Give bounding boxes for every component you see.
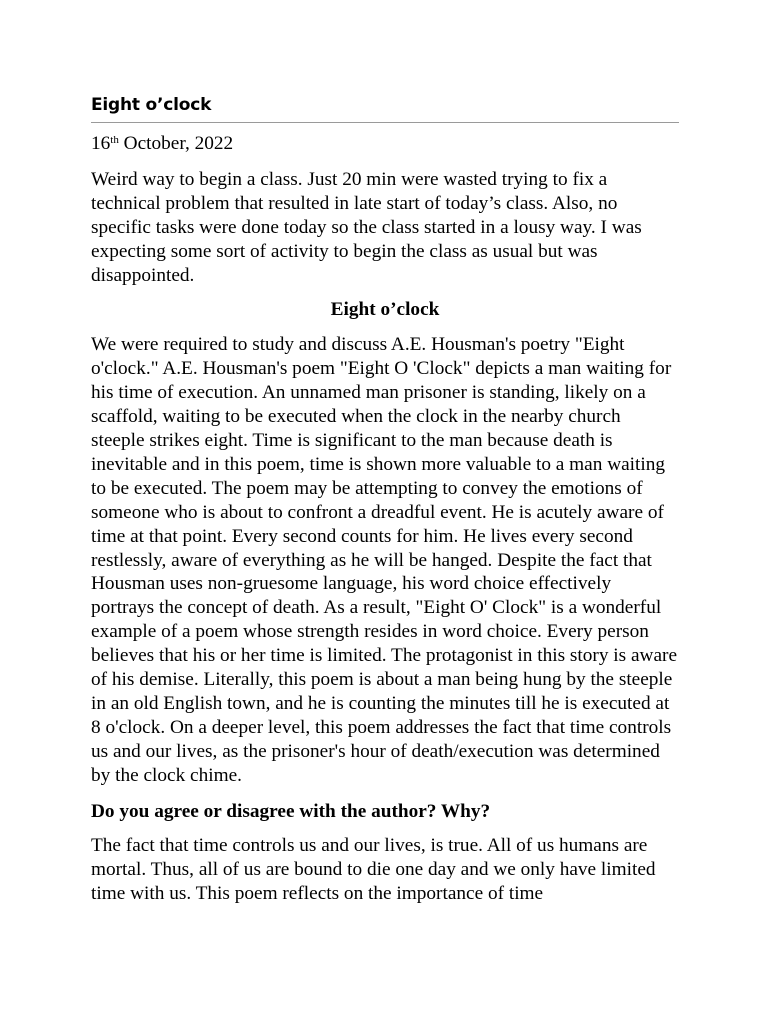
intro-paragraph: Weird way to begin a class. Just 20 min were wasted trying to fix a technical problem that resulted in late start of today’s class. Also, no specific tasks were done today so the class started in a lousy way. I was expecting some sort of activity to begin the class as usual but was disappointed. — [91, 168, 642, 286]
document-page — [91, 92, 679, 906]
question-heading: Do you agree or disagree with the author? Why? — [91, 800, 491, 822]
date-rest: October, 2022 — [118, 133, 234, 154]
body-paragraph: We were required to study and discuss A.E. Housman's poetry "Eight o'clock." A.E. Housman's poem "Eight O 'Clock" depicts a man waiting for his time of execution. An unnamed man prisoner is standing, likely on a scaffold, waiting to be executed when the clock in the nearby church steeple strikes eight. Time is significant to the man because death is inevitable and in this poem, time is shown more valuable to a man waiting to be executed. The poem may be attempting to convey the emotions of someone who is about to confront a dreadful event. He is acutely aware of time at that point. Every second counts for him. He lives every second restlessly, aware of everything as he will be hanged. Despite the fact that Housman uses non-gruesome language, his word choice effectively portrays the concept of death. As a result, "Eight O' Clock" is a wonderful example of a poem whose strength resides in word choice. Every person believes that his or her time is limited. The protagonist in this story is aware of his demise. Literally, this poem is about a man being hung by the steeple in an old English town, and he is counting the minutes till he is executed at 8 o'clock. On a deeper level, this poem addresses the fact that time controls us and our lives, as the prisoner's hour of death/execution was determined by the clock chime. — [91, 334, 678, 786]
document-heading: Eight o’clock — [91, 95, 212, 115]
entry-date — [91, 132, 679, 156]
section-title: Eight o’clock — [330, 299, 440, 321]
answer-paragraph: The fact that time controls us and our lives, is true. All of us humans are mortal. Thus, all of us are bound to die one day and we only have limited time with us. This poem reflects on the importance of time — [91, 835, 656, 905]
heading-divider — [91, 122, 679, 123]
date-day: 16 — [91, 133, 111, 154]
date-suffix: th — [110, 133, 119, 146]
